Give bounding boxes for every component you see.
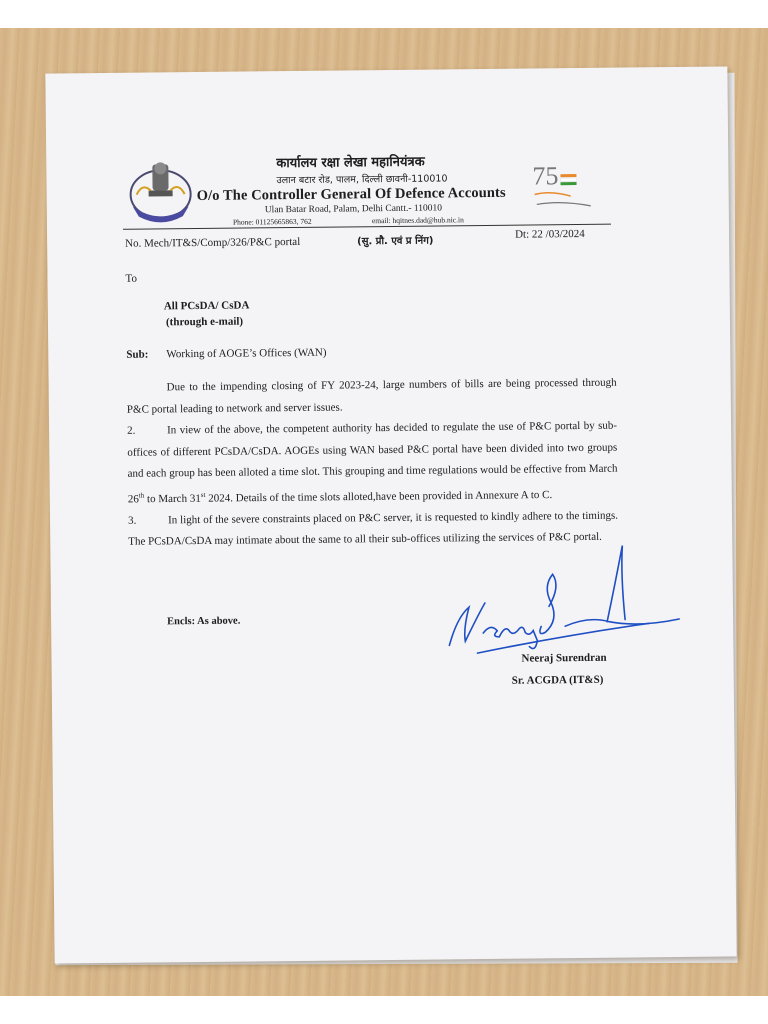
enclosure-note: Encls: As above. <box>167 615 241 628</box>
office-phone: Phone: 01125665863, 762 <box>232 216 312 227</box>
paragraph-3-text: In light of the severe constraints placed on P&C server, it is requested to kindly adhere to the timings. The PCsDA/CsDA may intimate about the same to all their sub-offices utilizing the services of P&C portal. <box>128 509 619 548</box>
paragraph-1 <box>127 373 617 421</box>
superscript-th: th <box>138 491 145 500</box>
letter-document <box>45 66 736 963</box>
letter-body <box>127 373 619 554</box>
paragraph-2-text-c: 2024. Details of the time slots alloted,have been provided in Annexure A to C. <box>205 488 553 505</box>
addressee-line-2: (through e-mail) <box>165 315 244 329</box>
azadi-ka-amrit-mahotsav-logo <box>530 160 601 215</box>
paragraph-3-number: 3. <box>127 514 137 527</box>
hindi-section-tag: (सु. प्रौ. एवं प्र निंग) <box>357 235 434 248</box>
paragraph-2-text-a: In view of the above, the competent authority has decided to regulate the use of P&C portal by sub-offices of different PCsDA/CsDA. AOGEs using WAN based P&C portal have been divided into two groups and each group has been alloted a time slot. This grouping and time regulations would be effective from March 26 <box>127 419 618 505</box>
reference-number: No. Mech/IT&S/Comp/326/P&C portal <box>125 235 301 250</box>
svg-text:75: 75 <box>532 161 559 191</box>
handwritten-signature <box>438 535 689 658</box>
subject-text: Working of AOGE’s Offices (WAN) <box>166 346 327 361</box>
addressee-line-1: All PCsDA/ CsDA <box>163 299 250 313</box>
paragraph-2-text-b: to March 31 <box>144 492 201 505</box>
superscript-st: st <box>200 490 206 499</box>
office-email: email: hqitnes.dad@hub.nic.in <box>371 215 464 226</box>
signatory-designation: Sr. ACGDA (IT&S) <box>511 673 604 687</box>
subject-label: Sub: <box>126 348 149 361</box>
paragraph-1-text: Due to the impending closing of FY 2023-24, large numbers of bills are being processed through P&C portal leading to network and server issues. <box>126 376 617 416</box>
paragraph-2 <box>127 416 618 511</box>
hindi-office-title: कार्यालय रक्षा लेखा महानियंत्रक <box>276 154 425 172</box>
english-office-address: Ulan Batar Road, Palam, Delhi Cantt.- 110010 <box>264 203 443 216</box>
signatory-name: Neeraj Surendran <box>521 651 607 665</box>
paragraph-2-number: 2. <box>127 424 136 437</box>
hindi-office-address: उलान बटार रोड, पालम, दिल्ली छावनी-110010 <box>276 173 448 187</box>
letter-date: Dt: 22 /03/2024 <box>515 227 585 241</box>
state-emblem-icon <box>122 154 199 227</box>
to-label: To <box>125 272 138 285</box>
english-office-title: O/o The Controller General Of Defence Accounts <box>196 184 506 205</box>
